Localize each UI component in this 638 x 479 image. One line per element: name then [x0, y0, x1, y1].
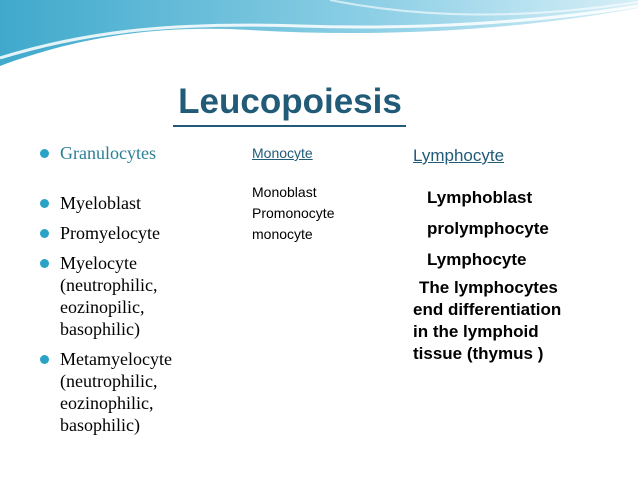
granulocyte-item-line: basophilic): [60, 415, 140, 435]
title-underline: [173, 125, 406, 127]
granulocyte-item-line: Myelocyte: [60, 253, 137, 273]
granulocyte-item: [38, 192, 258, 214]
lymphocyte-header: Lymphocyte: [413, 146, 505, 165]
note-line: in the lymphoid: [413, 322, 539, 341]
list-item: monocyte: [252, 226, 313, 242]
bullet-icon: [40, 149, 49, 158]
granulocyte-item-line: eozinophilic,: [60, 393, 154, 413]
list-item: Lymphoblast: [427, 188, 533, 207]
granulocyte-item: [38, 222, 258, 244]
monocyte-list: [252, 182, 392, 245]
granulocyte-item-line: (neutrophilic,: [60, 371, 158, 391]
list-item: Promonocyte: [252, 205, 335, 221]
granulocyte-item-line: Promyelocyte: [60, 223, 160, 243]
header-wave-decoration: [0, 0, 638, 70]
monocyte-column: [252, 145, 392, 245]
granulocyte-item: [38, 348, 258, 436]
granulocytes-column: [38, 142, 258, 444]
monocyte-header: Monocyte: [252, 145, 313, 161]
granulocytes-header-text: Granulocytes: [60, 143, 156, 163]
slide-title: Leucopoiesis: [178, 82, 402, 121]
note-line: end differentiation: [413, 300, 562, 319]
lymphocyte-column: [413, 146, 635, 365]
granulocyte-item: [38, 252, 258, 340]
note-line: tissue (thymus ): [413, 344, 544, 363]
list-item: prolymphocyte: [427, 219, 549, 238]
granulocyte-item-line: Myeloblast: [60, 193, 141, 213]
bullet-icon: [40, 229, 49, 238]
granulocyte-item-line: eozinopilic,: [60, 297, 145, 317]
list-item: Lymphocyte: [427, 250, 527, 269]
granulocytes-list: [38, 192, 258, 436]
note-line: The lymphocytes: [419, 278, 558, 297]
granulocyte-item-line: basophilic): [60, 319, 140, 339]
granulocyte-item-line: Metamyelocyte: [60, 349, 172, 369]
bullet-icon: [40, 199, 49, 208]
granulocytes-header: [38, 142, 258, 164]
granulocyte-item-line: (neutrophilic,: [60, 275, 158, 295]
bullet-icon: [40, 259, 49, 268]
lymphocyte-note: [413, 277, 635, 365]
bullet-icon: [40, 355, 49, 364]
list-item: Monoblast: [252, 184, 317, 200]
